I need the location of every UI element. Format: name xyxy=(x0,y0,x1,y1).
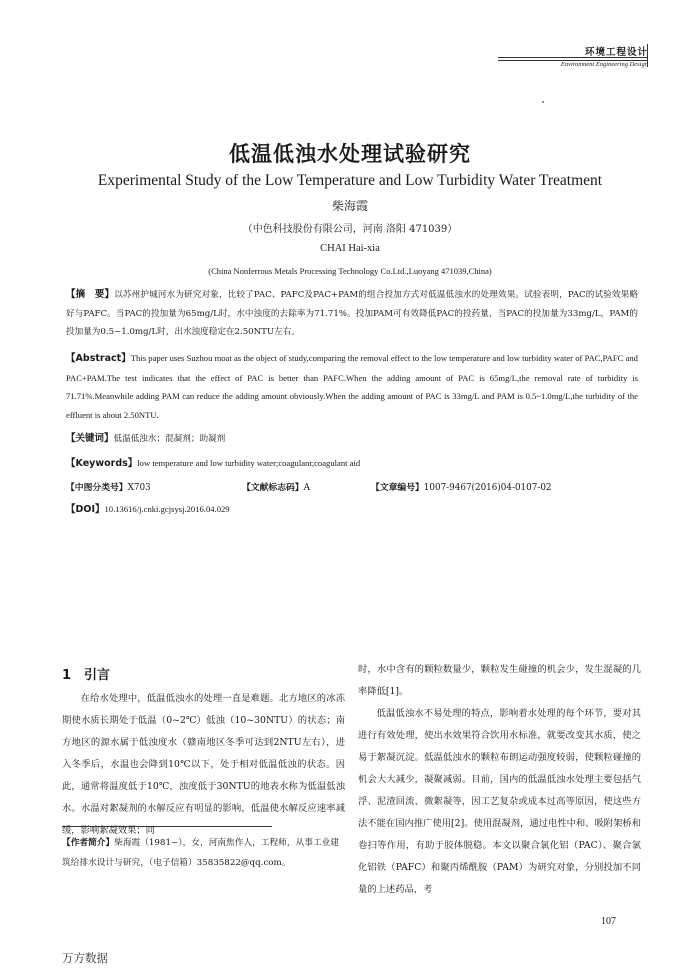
doi xyxy=(66,500,638,520)
header-vertical-rule xyxy=(647,44,648,67)
doc-label: 【文献标志码】 xyxy=(242,483,304,493)
journal-name-en: Environment Engineering Design xyxy=(560,61,648,68)
paper-title-cn: 低温低浊水处理试验研究 xyxy=(229,142,471,166)
right-column xyxy=(358,659,641,901)
clc-label: 【中图分类号】 xyxy=(66,483,128,493)
keywords-cn-label: 【关键词】 xyxy=(66,433,114,444)
journal-name-cn: 环境工程设计 xyxy=(584,47,648,58)
left-column xyxy=(62,688,345,842)
paragraph: 时，水中含有的颗粒数量少，颗粒发生碰撞的机会少，发生混凝的几率降低[1]。 xyxy=(358,664,641,697)
doi-text: 10.13616/j.cnki.gcjsysj.2016.04.029 xyxy=(104,504,230,514)
abstract-en-text: This paper uses Suzhou moat as the object of study,comparing the removal effect to the low temperature and low turbidity water of PAC,PAFC and PAC+PAM.The test indicates that the effect of PAC is better than PAFC.When the adding amount of PAC is 65mg/L,the removal rate of turbidity is 71.71%.Meanwhile adding PAM can reduce the adding amount obviously.When the adding amount of PAC is 33mg/L and PAM is 0.5~1.0mg/L,the turbidity of the effluent is about 2.50NTU. xyxy=(66,353,638,420)
journal-header xyxy=(561,44,648,68)
keywords-en-text: low temperature and low turbidity water;coagulant;coagulant aid xyxy=(137,458,361,468)
header-rule xyxy=(498,60,648,61)
abstract-cn-label: 【摘 要】 xyxy=(66,289,115,300)
doi-label: 【DOI】 xyxy=(66,504,105,515)
article-label: 【文章编号】 xyxy=(371,483,424,493)
keywords-en-label: 【Keywords】 xyxy=(66,458,138,469)
section-heading-introduction: 1 引言 xyxy=(62,668,111,683)
abstract-cn xyxy=(66,286,638,342)
footnote-rule xyxy=(62,826,272,827)
scan-speck xyxy=(542,101,544,103)
doc-value: A xyxy=(303,483,310,493)
classification-row xyxy=(66,480,638,498)
document-code xyxy=(242,480,310,493)
keywords-cn xyxy=(66,430,638,449)
author-cn: 柴海霞 xyxy=(331,199,368,213)
affiliation-cn: （中色科技股份有限公司，河南 洛阳 471039） xyxy=(242,224,458,235)
paragraph: 在给水处理中，低温低浊水的处理一直是难题。北方地区的冰冻期使水质长期处于低温（0~2℃）低浊（10~30NTU）的状态；南方地区的源水属于低浊度水（赣南地区冬季可达到2NTU左右），进入冬季后，水温也会降到10℃以下，处于相对低温低浊的状态。因此，通常将温度低于10℃，浊度低于30NTU的地表水称为低温低浊水。水温对絮凝剂的水解反应有明显的影响，低温使水解反应速率减缓，影响絮凝效果；同 xyxy=(62,693,345,836)
paper-title-en: Experimental Study of the Low Temperature and Low Turbidity Water Treatment xyxy=(97,172,603,189)
clc-number xyxy=(66,480,151,493)
footnote-text: 柴海霞（1981~），女，河南焦作人，工程师，从事工业建筑给排水设计与研究，（电子信箱）35835822@qq.com。 xyxy=(62,838,339,868)
abstract-en-label: 【Abstract】 xyxy=(66,353,131,364)
keywords-en xyxy=(66,454,638,474)
abstract-cn-text: 以苏州护城河水为研究对象，比较了PAC、PAFC及PAC+PAM的组合投加方式对低温低浊水的处理效果。试验表明，PAC的试验效果略好与PAFC。当PAC的投加量为65mg/L时，水中浊度的去除率为71.71%。投加PAM可有效降低PAC的投药量，当PAC的投加量为33mg/L，PAM的投加量为0.5~1.0mg/L时，出水浊度稳定在2.50NTU左右。 xyxy=(66,290,638,337)
author-footnote xyxy=(62,833,345,873)
affiliation-en: (China Nonferrous Metals Processing Technology Co.Ltd.,Luoyang 471039,China) xyxy=(208,266,492,276)
page-number: 107 xyxy=(601,916,616,927)
article-value: 1007-9467(2016)04-0107-02 xyxy=(423,483,552,493)
abstract-en xyxy=(66,349,638,424)
keywords-cn-text: 低温低浊水；混凝剂；助凝剂 xyxy=(113,434,226,444)
author-en: CHAI Hai-xia xyxy=(320,243,380,254)
watermark: 万方数据 xyxy=(62,951,108,965)
footnote-label: 【作者简介】 xyxy=(62,838,115,848)
clc-value: X703 xyxy=(127,483,151,493)
article-number xyxy=(371,480,552,493)
header-rule xyxy=(498,57,648,58)
paragraph: 低温低浊水不易处理的特点，影响着水处理的每个环节，要对其进行有效处理，使出水效果符合饮用水标准，就要改变其水质，使之易于絮凝沉淀。低温低浊水的颗粒布朗运动强度较弱，使颗粒碰撞的机会大大减少，凝聚减弱。目前，国内的低温低浊水处理主要包括气浮、泥渣回流、微絮凝等，因工艺复杂或成本过高等原因，使这些方法不能在国内推广使用[2]。使用混凝剂，通过电性中和、吸附架桥和卷扫等作用，有助于胶体脱稳。本文以聚合氯化铝（PAC）、聚合氯化铝铁（PAFC）和聚丙烯酰胺（PAM）为研究对象，分别投加不同量的上述药品，考 xyxy=(358,708,641,895)
